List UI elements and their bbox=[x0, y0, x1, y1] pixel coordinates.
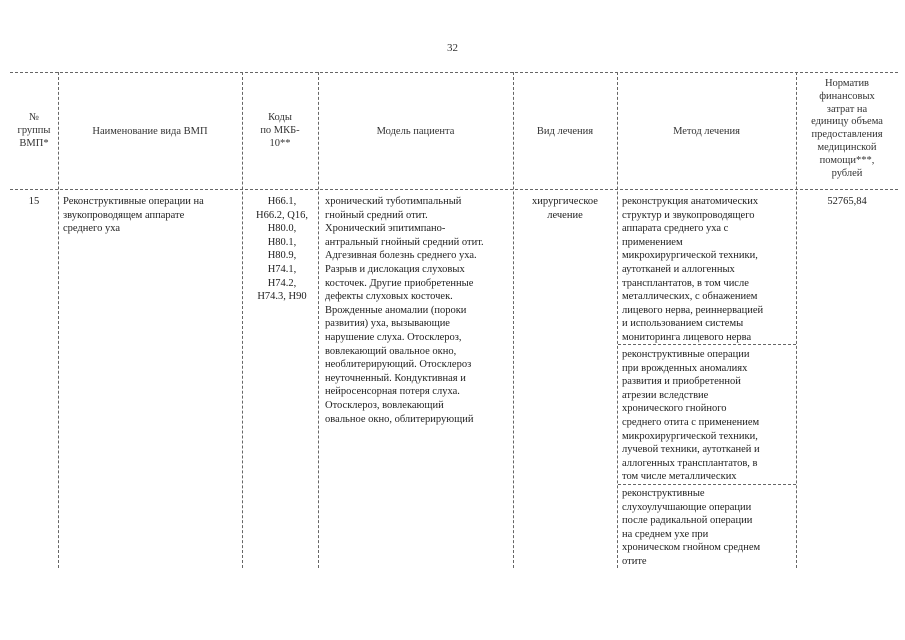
cell-method-3: реконструктивные слухоулучшающие операции после радикальной операции на среднем ухе при хроническом гнойном среднем отите bbox=[622, 488, 761, 567]
column-divider-5 bbox=[617, 72, 618, 568]
cell-method-2: реконструктивные операции при врожденных аномалиях развития и приобретенной атрезии вследствие хронического гнойного среднего отита с применением микрохирургической техники, лучевой техники, аутотканей и аллогенных трансплантатов, в том числе металлических bbox=[622, 349, 760, 483]
column-divider-3 bbox=[318, 72, 319, 568]
column-divider-1 bbox=[58, 72, 59, 568]
header-cost-norm: Норматив финансовых затрат на единицу объема предоставления медицинской помощи***, рублей bbox=[811, 78, 883, 179]
page-number: 32 bbox=[447, 42, 458, 54]
cell-vmp-name: Реконструктивные операции на звукопроводящем аппарате среднего уха bbox=[63, 196, 204, 235]
column-divider-4 bbox=[513, 72, 514, 568]
method-separator-2 bbox=[618, 484, 796, 485]
cell-icd-codes: H66.1, H66.2, Q16, H80.0, H80.1, H80.9, H74.1, H74.2, H74.3, H90 bbox=[256, 196, 308, 303]
header-vmp-name: Наименование вида ВМП bbox=[92, 126, 208, 137]
table-top-border bbox=[10, 72, 898, 73]
header-patient-model: Модель пациента bbox=[376, 126, 455, 137]
cell-treatment-type: хирургическое лечение bbox=[532, 196, 598, 221]
header-icd-codes: Коды по МКБ- 10** bbox=[260, 112, 300, 149]
cell-group-number: 15 bbox=[28, 196, 40, 207]
header-group-number: № группы ВМП* bbox=[17, 112, 51, 149]
header-treatment-method: Метод лечения bbox=[673, 126, 740, 137]
header-treatment-type: Вид лечения bbox=[536, 126, 594, 137]
cell-cost-norm: 52765,84 bbox=[827, 196, 867, 207]
header-bottom-border bbox=[10, 189, 898, 190]
cell-patient-model: хронический туботимпальный гнойный средний отит. Хронический эпитимпано- антральный гнойный средний отит. Адгезивная болезнь среднего уха. Разрыв и дислокация слуховых косточек. Другие приобретенные дефекты слуховых косточек. Врожденные аномалии (пороки развития) уха, вызывающие нарушение слуха. Отосклероз, вовлекающий овальное окно, необлитерирующий. Отосклероз неуточненный. Кондуктивная и нейросенсорная потеря слуха. Отосклероз, вовлекающий овальное окно, облитерирующий bbox=[325, 196, 484, 425]
cell-method-1: реконструкция анатомических структур и звукопроводящего аппарата среднего уха с применением микрохирургической техники, аутотканей и аллогенных трансплантатов, в том числе металлических, с обнажением лицевого нерва, реиннервацией и использованием системы мониторинга лицевого нерва bbox=[622, 196, 764, 343]
